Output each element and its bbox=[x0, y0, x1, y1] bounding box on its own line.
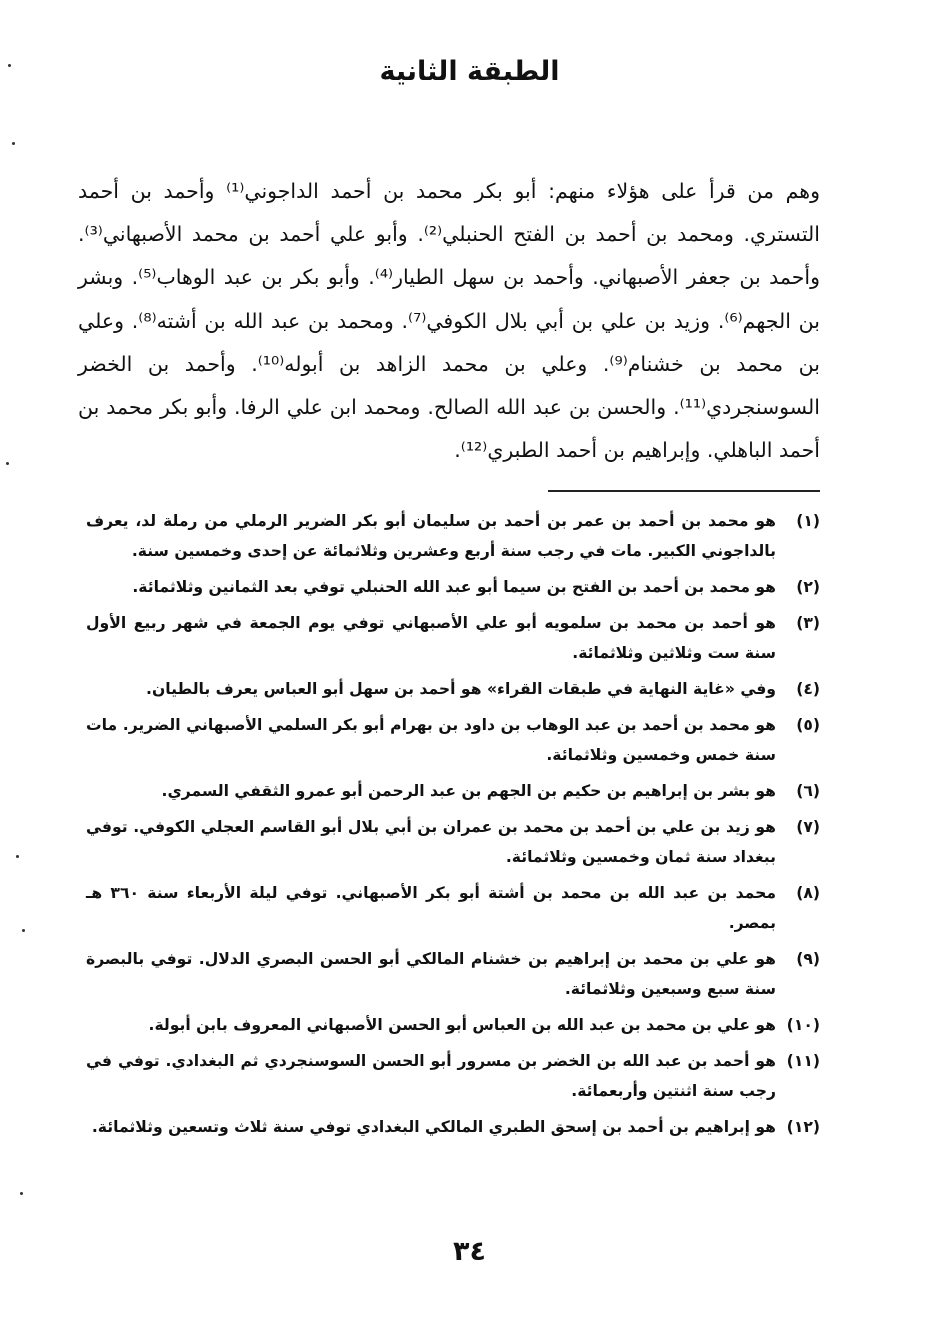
scan-speck bbox=[16, 855, 19, 858]
footnote-text: هو زيد بن علي بن أحمد بن محمد بن عمران بن أبي بلال أبو القاسم العجلي الكوفي. توفي ببغداد سنة ثمان وخمسين وثلاثمائة. bbox=[86, 818, 776, 866]
scan-speck bbox=[22, 929, 25, 932]
footnote-number: (٣) bbox=[796, 614, 820, 632]
footnote-number: (٧) bbox=[796, 818, 820, 836]
footnote bbox=[86, 878, 820, 938]
main-paragraph: وهم من قرأ على هؤلاء منهم: أبو بكر محمد بن أحمد الداجوني⁽¹⁾ وأحمد بن أحمد التستري. ومحمد بن أحمد بن الفتح الحنبلي⁽²⁾. وأبو علي أحمد بن محمد الأصبهاني⁽³⁾. وأحمد بن جعفر الأصبهاني. وأحمد بن سهل الطيار⁽⁴⁾. وأبو بكر بن عبد الوهاب⁽⁵⁾. وبشر بن الجهم⁽⁶⁾. وزيد بن علي بن أبي بلال الكوفي⁽⁷⁾. ومحمد بن عبد الله بن أشته⁽⁸⁾. وعلي بن محمد بن خشنام⁽⁹⁾. وعلي بن محمد الزاهد بن أبوله⁽¹⁰⁾. وأحمد بن الخضر السوسنجردي⁽¹¹⁾. والحسن بن عبد الله الصالح. ومحمد ابن علي الرفا. وأبو بكر محمد بن أحمد الباهلي. وإبراهيم بن أحمد الطبري⁽¹²⁾. bbox=[78, 179, 820, 463]
scan-speck bbox=[12, 142, 15, 145]
footnote-number: (٩) bbox=[796, 950, 820, 968]
footnote-number: (١٢) bbox=[786, 1118, 820, 1136]
footnote-text: هو بشر بن إبراهيم بن حكيم بن الجهم بن عبد الرحمن أبو عمرو الثقفي السمري. bbox=[161, 782, 776, 800]
footnote bbox=[86, 506, 820, 566]
footnote-separator bbox=[548, 490, 820, 492]
footnote bbox=[86, 674, 820, 704]
footnote bbox=[86, 776, 820, 806]
footnote-text: هو محمد بن أحمد بن عمر بن أحمد بن سليمان أبو بكر الضرير الرملي من رملة لد، يعرف بالداجوني الكبير. مات في رجب سنة أربع وعشرين وثلاثمائة عن إحدى وخمسين سنة. bbox=[86, 512, 776, 560]
scan-speck bbox=[20, 1192, 23, 1195]
footnote-text: هو أحمد بن محمد بن سلمويه أبو علي الأصبهاني توفي يوم الجمعة في شهر ربيع الأول سنة ست وثلاثين وثلاثمائة. bbox=[86, 614, 776, 662]
footnote bbox=[86, 1010, 820, 1040]
footnote-text: محمد بن عبد الله بن محمد بن أشتة أبو بكر الأصبهاني. توفي ليلة الأربعاء سنة ٣٦٠ هـ بمصر. bbox=[86, 884, 776, 932]
footnote-number: (٢) bbox=[796, 578, 820, 596]
footnote-number: (١١) bbox=[786, 1052, 820, 1070]
footnote-text: هو محمد بن أحمد بن عبد الوهاب بن داود بن بهرام أبو بكر السلمي الأصبهاني الضرير. مات سنة خمس وخمسين وثلاثمائة. bbox=[86, 716, 776, 764]
footnote-number: (٤) bbox=[796, 680, 820, 698]
footnote bbox=[86, 710, 820, 770]
footnote-text: هو إبراهيم بن أحمد بن إسحق الطبري المالكي البغدادي توفي سنة ثلاث وتسعين وثلاثمائة. bbox=[91, 1118, 776, 1136]
page-number: ٣٤ bbox=[453, 1236, 486, 1267]
footnote-number: (١٠) bbox=[786, 1016, 820, 1034]
footnote bbox=[86, 1112, 820, 1142]
scan-speck bbox=[8, 64, 11, 67]
footnote-text: وفي «غاية النهاية في طبقات القراء» هو أحمد بن سهل أبو العباس يعرف بالطيان. bbox=[146, 680, 776, 698]
footnote bbox=[86, 1046, 820, 1106]
footnote-text: هو علي بن محمد بن عبد الله بن العباس أبو الحسن الأصبهاني المعروف بابن أبولة. bbox=[148, 1016, 776, 1034]
footnote-number: (٨) bbox=[796, 884, 820, 902]
footnote-text: هو أحمد بن عبد الله بن الخضر بن مسرور أبو الحسن السوسنجردي ثم البغدادي. توفي في رجب سنة اثنتين وأربعمائة. bbox=[86, 1052, 776, 1100]
footnote-text: هو علي بن محمد بن إبراهيم بن خشنام المالكي أبو الحسن البصري الدلال. توفي بالبصرة سنة سبع وسبعين وثلاثمائة. bbox=[86, 950, 776, 998]
scan-speck bbox=[6, 462, 9, 465]
footnote bbox=[86, 812, 820, 872]
footnote-list bbox=[86, 506, 820, 1148]
footnote-number: (٥) bbox=[796, 716, 820, 734]
footnote-text: هو محمد بن أحمد بن الفتح بن سيما أبو عبد الله الحنبلي توفي بعد الثمانين وثلاثمائة. bbox=[132, 578, 776, 596]
section-title: الطبقة الثانية bbox=[379, 56, 560, 87]
footnote-number: (١) bbox=[796, 512, 820, 530]
footnote bbox=[86, 944, 820, 1004]
footnote-number: (٦) bbox=[796, 782, 820, 800]
footnote bbox=[86, 608, 820, 668]
footnote bbox=[86, 572, 820, 602]
